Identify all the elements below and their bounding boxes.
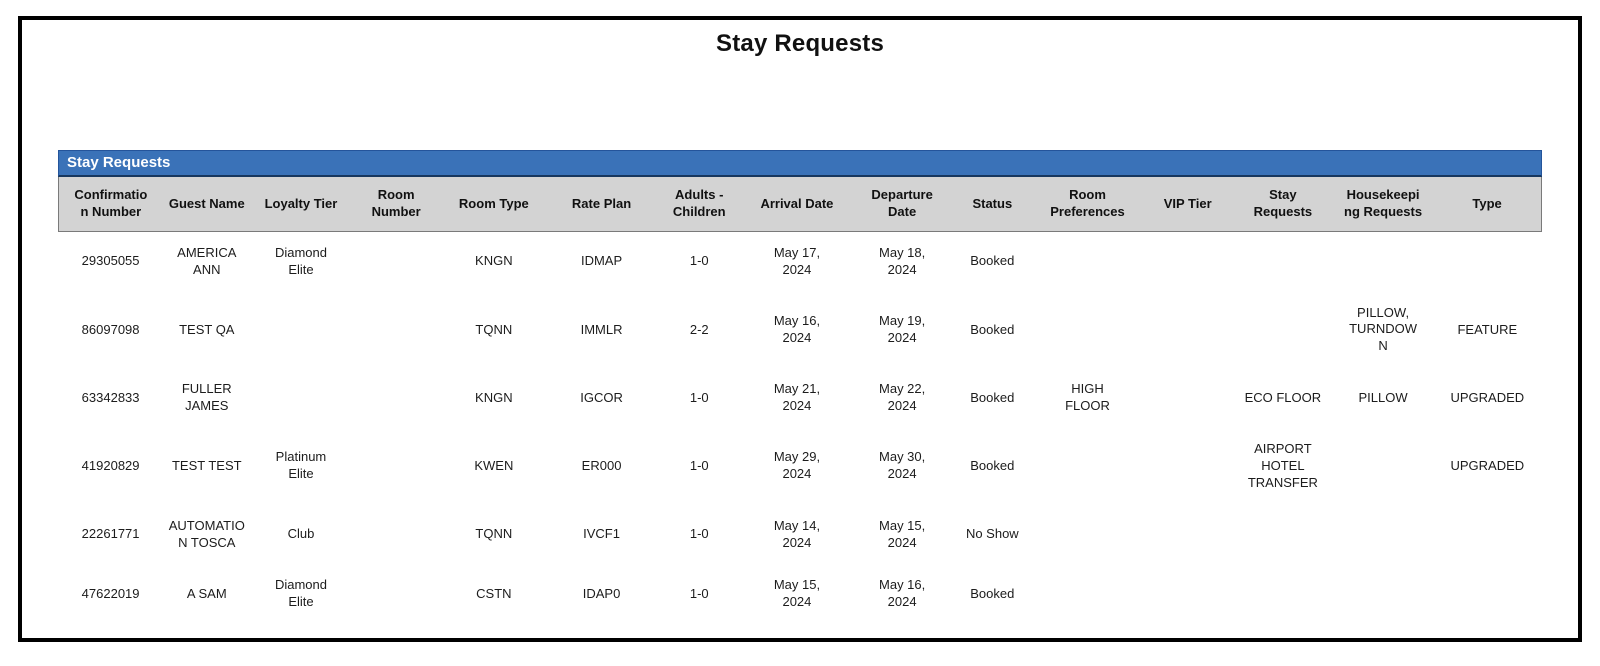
table-cell: 47622019	[81, 585, 140, 601]
table-cell: UPGRADED	[1450, 389, 1525, 405]
table-cell: AIRPORT HOTEL TRANSFER	[1247, 441, 1318, 490]
table-cell: May 18, 2024	[879, 244, 926, 277]
table-cell: May 17, 2024	[773, 244, 821, 277]
stay-requests-table	[58, 177, 1542, 624]
table-cell	[1333, 505, 1433, 565]
table-cell: 1-0	[689, 253, 709, 269]
table-cell: TEST QA	[179, 321, 235, 337]
table-cell	[1433, 564, 1541, 624]
header-cell: Room Number	[351, 177, 441, 231]
header-cell: Stay Requests	[1233, 177, 1333, 231]
table-cell	[351, 368, 441, 428]
header-cell: Arrival Date	[742, 177, 852, 231]
table-cell: 1-0	[689, 389, 709, 405]
table-cell	[1032, 428, 1142, 505]
table-cell	[1233, 564, 1333, 624]
table-row	[59, 231, 1542, 291]
report-page-frame	[18, 16, 1582, 642]
table-cell: 1-0	[689, 526, 709, 542]
table-cell: Booked	[970, 253, 1015, 269]
table-cell: KNGN	[475, 253, 513, 269]
table-row	[59, 368, 1542, 428]
table-cell	[1143, 564, 1233, 624]
table-row	[59, 564, 1542, 624]
table-cell: 22261771	[81, 526, 140, 542]
table-cell	[1233, 505, 1333, 565]
table-cell: May 30, 2024	[879, 449, 926, 482]
table-cell	[351, 505, 441, 565]
header-cell: Guest Name	[163, 177, 251, 231]
table-cell: PILLOW	[1358, 389, 1408, 405]
table-cell: May 22, 2024	[879, 381, 926, 414]
table-cell: FEATURE	[1457, 321, 1518, 337]
header-cell: Type	[1433, 177, 1541, 231]
table-cell	[1433, 505, 1541, 565]
table-cell: AUTOMATION TOSCA	[168, 517, 245, 550]
table-cell	[1333, 428, 1433, 505]
table-cell: May 15, 2024	[879, 517, 926, 550]
header-cell: Room Preferences	[1032, 177, 1142, 231]
table-cell: Booked	[970, 389, 1015, 405]
table-cell	[1032, 231, 1142, 291]
table-cell: Booked	[970, 321, 1015, 337]
table-cell	[351, 231, 441, 291]
table-cell: 86097098	[81, 321, 140, 337]
table-cell	[1032, 292, 1142, 369]
table-cell: 41920829	[81, 457, 140, 473]
page-title: Stay Requests	[716, 30, 884, 57]
table-cell	[1143, 428, 1233, 505]
header-cell: Housekeeping Requests	[1333, 177, 1433, 231]
table-cell: TEST TEST	[171, 457, 242, 473]
table-cell: Diamond Elite	[274, 577, 327, 610]
header-cell: Room Type	[441, 177, 546, 231]
table-cell: No Show	[965, 526, 1019, 542]
header-cell: VIP Tier	[1143, 177, 1233, 231]
table-cell	[1233, 292, 1333, 369]
table-cell	[1143, 231, 1233, 291]
table-cell: HIGH FLOOR	[1065, 381, 1110, 414]
table-cell: IDMAP	[580, 253, 623, 269]
table-cell: May 15, 2024	[773, 577, 821, 610]
table-cell: IVCF1	[583, 526, 620, 542]
table-cell: ECO FLOOR	[1244, 389, 1322, 405]
table-cell: CSTN	[476, 585, 512, 601]
table-cell: Booked	[970, 585, 1015, 601]
table-cell	[351, 564, 441, 624]
header-cell: Confirmation Number	[59, 177, 163, 231]
header-cell: Status	[952, 177, 1032, 231]
table-cell	[251, 292, 351, 369]
table-cell: PILLOW, TURNDOWN	[1349, 304, 1417, 354]
header-cell: Loyalty Tier	[251, 177, 351, 231]
table-cell: 63342833	[81, 389, 140, 405]
table-row	[59, 505, 1542, 565]
table-cell	[351, 292, 441, 369]
table-cell: UPGRADED	[1450, 457, 1525, 473]
table-cell: 29305055	[81, 253, 140, 269]
table-cell: May 16, 2024	[879, 577, 926, 610]
table-cell: AMERICA ANN	[177, 244, 237, 277]
table-cell: 1-0	[689, 457, 709, 473]
table-cell: May 16, 2024	[773, 313, 821, 345]
table-cell	[251, 368, 351, 428]
table-cell: TQNN	[475, 526, 513, 542]
table-cell	[1143, 505, 1233, 565]
table-cell: May 19, 2024	[879, 313, 926, 345]
table-cell	[1032, 505, 1142, 565]
table-cell	[1032, 564, 1142, 624]
table-header-row	[59, 177, 1542, 231]
table-cell: 2-2	[689, 321, 709, 337]
table-cell	[1233, 231, 1333, 291]
table-cell	[351, 428, 441, 505]
table-cell: IGCOR	[580, 389, 623, 405]
table-cell: TQNN	[475, 321, 513, 337]
table-cell: May 29, 2024	[773, 449, 821, 482]
table-cell: Platinum Elite	[275, 449, 327, 482]
table-cell: IDAP0	[582, 585, 621, 601]
table-cell: Diamond Elite	[274, 244, 327, 277]
table-cell: May 21, 2024	[773, 381, 821, 414]
table-cell: Club	[287, 526, 315, 542]
table-cell	[1333, 231, 1433, 291]
table-cell: A SAM	[186, 585, 227, 601]
table-cell: IMMLR	[580, 321, 623, 337]
table-cell: ER000	[581, 457, 622, 473]
table-cell: 1-0	[689, 585, 709, 601]
table-cell: KWEN	[474, 457, 514, 473]
table-cell: FULLER JAMES	[181, 381, 232, 414]
table-cell	[1143, 292, 1233, 369]
table-cell: May 14, 2024	[773, 517, 821, 550]
stay-requests-report	[22, 150, 1578, 624]
header-cell: Adults - Children	[657, 177, 742, 231]
table-section-header: Stay Requests	[58, 150, 1542, 177]
table-cell	[1433, 231, 1541, 291]
table-cell	[1143, 368, 1233, 428]
header-cell: Rate Plan	[546, 177, 656, 231]
table-cell: Booked	[970, 457, 1015, 473]
table-row	[59, 292, 1542, 369]
header-cell: Departure Date	[852, 177, 952, 231]
table-row	[59, 428, 1542, 505]
table-cell	[1333, 564, 1433, 624]
table-cell: KNGN	[475, 389, 513, 405]
